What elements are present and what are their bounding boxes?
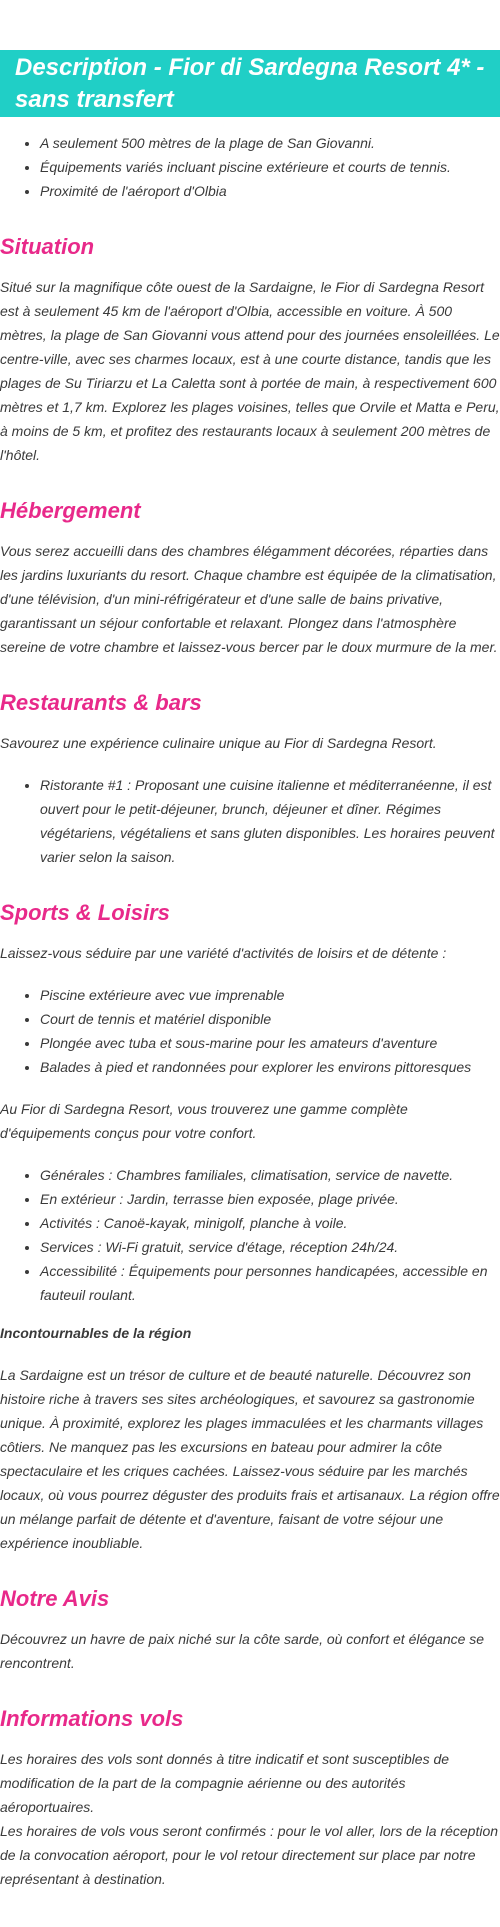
sports-heading: Sports & Loisirs	[0, 900, 170, 925]
equipment-list	[0, 1163, 500, 1307]
restaurants-heading: Restaurants & bars	[0, 690, 202, 715]
avis-text: Découvrez un havre de paix niché sur la côte sarde, où confort et élégance se rencontrent.	[0, 1631, 485, 1671]
list-item: • Générales : Chambres familiales, climatisation, service de navette.	[40, 1163, 500, 1187]
list-item: • Plongée avec tuba et sous-marine pour les amateurs d'aventure	[40, 1031, 500, 1055]
list-item: • Piscine extérieure avec vue imprenable	[40, 983, 500, 1007]
vols-text-2: Les horaires de vols vous seront confirmés : pour le vol aller, lors de la réception de la convocation aéroport, pour le vol retour directement sur place par notre représentant à destination.	[0, 1823, 499, 1887]
list-item: • Court de tennis et matériel disponible	[40, 1007, 500, 1031]
list-item: • Proximité de l'aéroport d'Olbia	[40, 179, 500, 203]
vols-heading: Informations vols	[0, 1706, 184, 1731]
list-item: • A seulement 500 mètres de la plage de San Giovanni.	[40, 131, 500, 155]
sports-intro: Laissez-vous séduire par une variété d'activités de loisirs et de détente :	[0, 945, 447, 961]
list-item: • En extérieur : Jardin, terrasse bien exposée, plage privée.	[40, 1187, 500, 1211]
avis-heading: Notre Avis	[0, 1586, 110, 1611]
description-banner-title: Description - Fior di Sardegna Resort 4* - sans transfert	[0, 50, 500, 117]
vols-text-1: Les horaires des vols sont donnés à titre indicatif et sont susceptibles de modification de la part de la compagnie aérienne ou des autorités aéroportuaires.	[0, 1751, 450, 1815]
list-item: • Services : Wi-Fi gratuit, service d'étage, réception 24h/24.	[40, 1235, 500, 1259]
region-subtitle: Incontournables de la région	[0, 1325, 192, 1341]
situation-heading: Situation	[0, 234, 95, 259]
sports-list	[0, 983, 500, 1079]
list-item: • Accessibilité : Équipements pour personnes handicapées, accessible en fauteuil roulant.	[40, 1259, 500, 1307]
restaurants-intro: Savourez une expérience culinaire unique au Fior di Sardegna Resort.	[0, 735, 437, 751]
list-item: • Activités : Canoë-kayak, minigolf, planche à voile.	[40, 1211, 500, 1235]
hebergement-heading: Hébergement	[0, 498, 141, 523]
hebergement-text: Vous serez accueilli dans des chambres élégamment décorées, réparties dans les jardins luxuriants du resort. Chaque chambre est équipée de la climatisation, d'une télévision, d'un mini-réfrigérateur et d'une salle de bains privative, garantissant un séjour confortable et relaxant. Plongez dans l'atmosphère sereine de votre chambre et laissez-vous bercer par le doux murmure de la mer.	[0, 543, 498, 655]
highlights-list	[0, 131, 500, 203]
list-item: • Ristorante #1 : Proposant une cuisine italienne et méditerranéenne, il est ouvert pour le petit-déjeuner, brunch, déjeuner et dîner. Régimes végétariens, végétaliens et sans gluten disponibles. Les horaires peuvent varier selon la saison.	[40, 773, 500, 869]
region-text: La Sardaigne est un trésor de culture et de beauté naturelle. Découvrez son histoire riche à travers ses sites archéologiques, et savourez sa gastronomie unique. À proximité, explorez les plages immaculées et les charmants villages côtiers. Ne manquez pas les excursions en bateau pour admirer la côte spectaculaire et les criques cachées. Laissez-vous séduire par les marchés locaux, où vous pourrez déguster des produits frais et artisanaux. La région offre un mélange parfait de détente et d'aventure, faisant de votre séjour une expérience inoubliable.	[0, 1367, 500, 1551]
situation-text: Situé sur la magnifique côte ouest de la Sardaigne, le Fior di Sardegna Resort est à seulement 45 km de l'aéroport d'Olbia, accessible en voiture. À 500 mètres, la plage de San Giovanni vous attend pour des journées ensoleillées. Le centre-ville, avec ses charmes locaux, est à une courte distance, tandis que les plages de Su Tiriarzu et La Caletta sont à portée de main, à respectivement 600 mètres et 1,7 km. Explorez les plages voisines, telles que Orvile et Matta e Peru, à moins de 5 km, et profitez des restaurants locaux à seulement 200 mètres de l'hôtel.	[0, 279, 500, 463]
list-item: • Balades à pied et randonnées pour explorer les environs pittoresques	[40, 1055, 500, 1079]
restaurants-list	[0, 773, 500, 869]
list-item: • Équipements variés incluant piscine extérieure et courts de tennis.	[40, 155, 500, 179]
equipment-intro: Au Fior di Sardegna Resort, vous trouverez une gamme complète d'équipements conçus pour votre confort.	[0, 1101, 408, 1141]
